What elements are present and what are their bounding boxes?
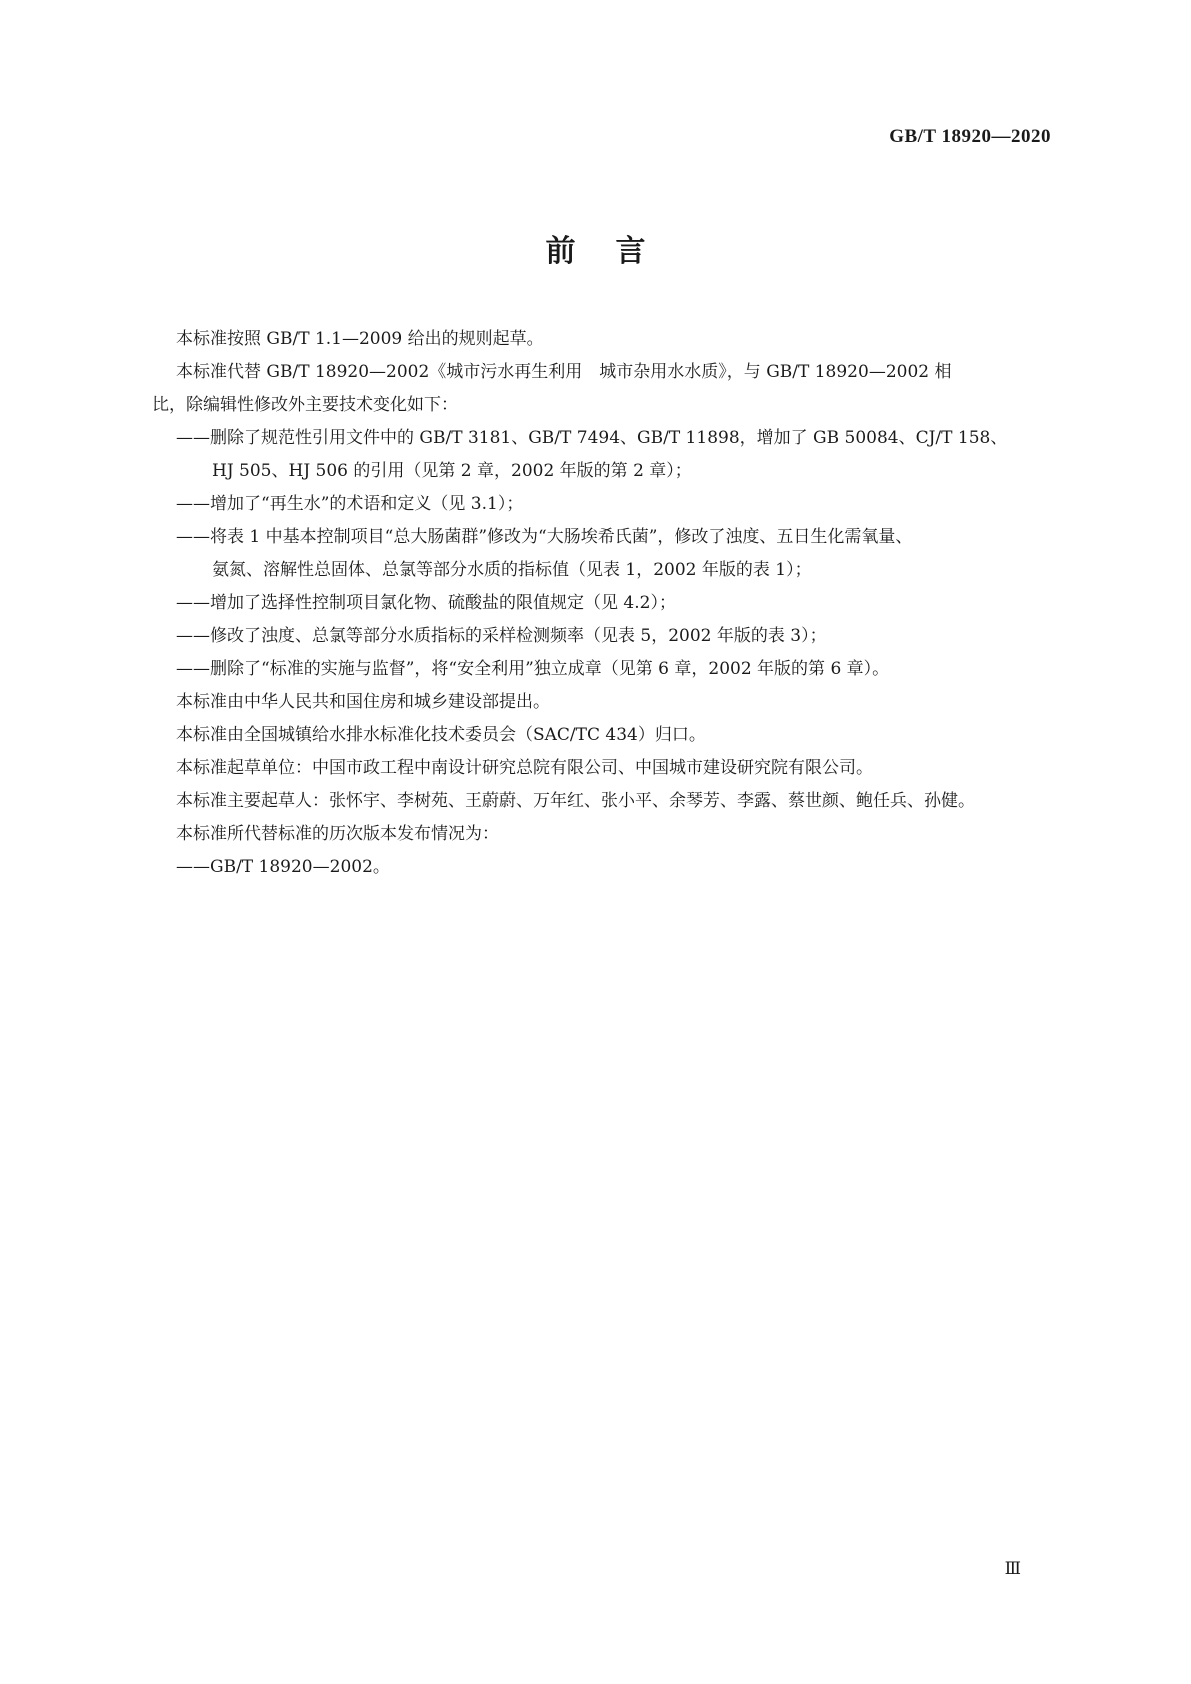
standard-number: GB/T 18920—2020 [889,126,1051,147]
page-title: 前言 [545,234,686,269]
paragraph-history-intro: 本标准所代替标准的历次版本发布情况为： [176,824,499,844]
list-item [164,590,1064,616]
list-item-line: ——增加了选择性控制项目氯化物、硫酸盐的限值规定（见 4.2）； [176,593,676,613]
paragraph-replacement-line-2: 比，除编辑性修改外主要技术变化如下： [152,395,458,415]
paragraph-replacement [152,359,1064,418]
list-item-line: ——修改了浊度、总氯等部分水质指标的采样检测频率（见表 5，2002 年版的表 3）； [176,626,827,646]
paragraph-drafters: 本标准主要起草人：张怀宇、李树苑、王蔚蔚、万年红、张小平、余琴芳、李露、蔡世颜、鲍任兵、孙健。 [176,791,975,811]
foreword-body [152,326,1064,887]
paragraph-history-item: ——GB/T 18920—2002。 [176,857,390,877]
paragraph-committee: 本标准由全国城镇给水排水标准化技术委员会（SAC/TC 434）归口。 [176,725,706,745]
paragraph-proposer: 本标准由中华人民共和国住房和城乡建设部提出。 [176,692,550,712]
list-item-continuation: 氨氮、溶解性总固体、总氯等部分水质的指标值（见表 1，2002 年版的表 1）； [212,560,812,580]
list-item [164,656,1064,682]
list-item [164,623,1064,649]
paragraph-replacement-line-1: 本标准代替 GB/T 18920—2002《城市污水再生利用 城市杂用水水质》，与 GB/T 18920—2002 相 [176,362,952,382]
list-item [164,524,1064,583]
list-item-continuation: HJ 505、HJ 506 的引用（见第 2 章，2002 年版的第 2 章）； [212,461,692,481]
list-item-line: ——将表 1 中基本控制项目“总大肠菌群”修改为“大肠埃希氏菌”，修改了浊度、五日生化需氧量、 [176,527,913,547]
paragraph-drafting-units: 本标准起草单位：中国市政工程中南设计研究总院有限公司、中国城市建设研究院有限公司。 [176,758,873,778]
list-item-line: ——删除了规范性引用文件中的 GB/T 3181、GB/T 7494、GB/T 11898，增加了 GB 50084、CJ/T 158、 [176,428,1008,448]
list-item [164,491,1064,517]
list-item-line: ——增加了“再生水”的术语和定义（见 3.1）； [176,494,524,514]
page-number: Ⅲ [1004,1559,1021,1578]
paragraph-drafting-rules: 本标准按照 GB/T 1.1—2009 给出的规则起草。 [176,329,544,349]
list-item-line: ——删除了“标准的实施与监督”，将“安全利用”独立成章（见第 6 章，2002 年版的第 6 章）。 [176,659,890,679]
list-item [164,425,1064,484]
